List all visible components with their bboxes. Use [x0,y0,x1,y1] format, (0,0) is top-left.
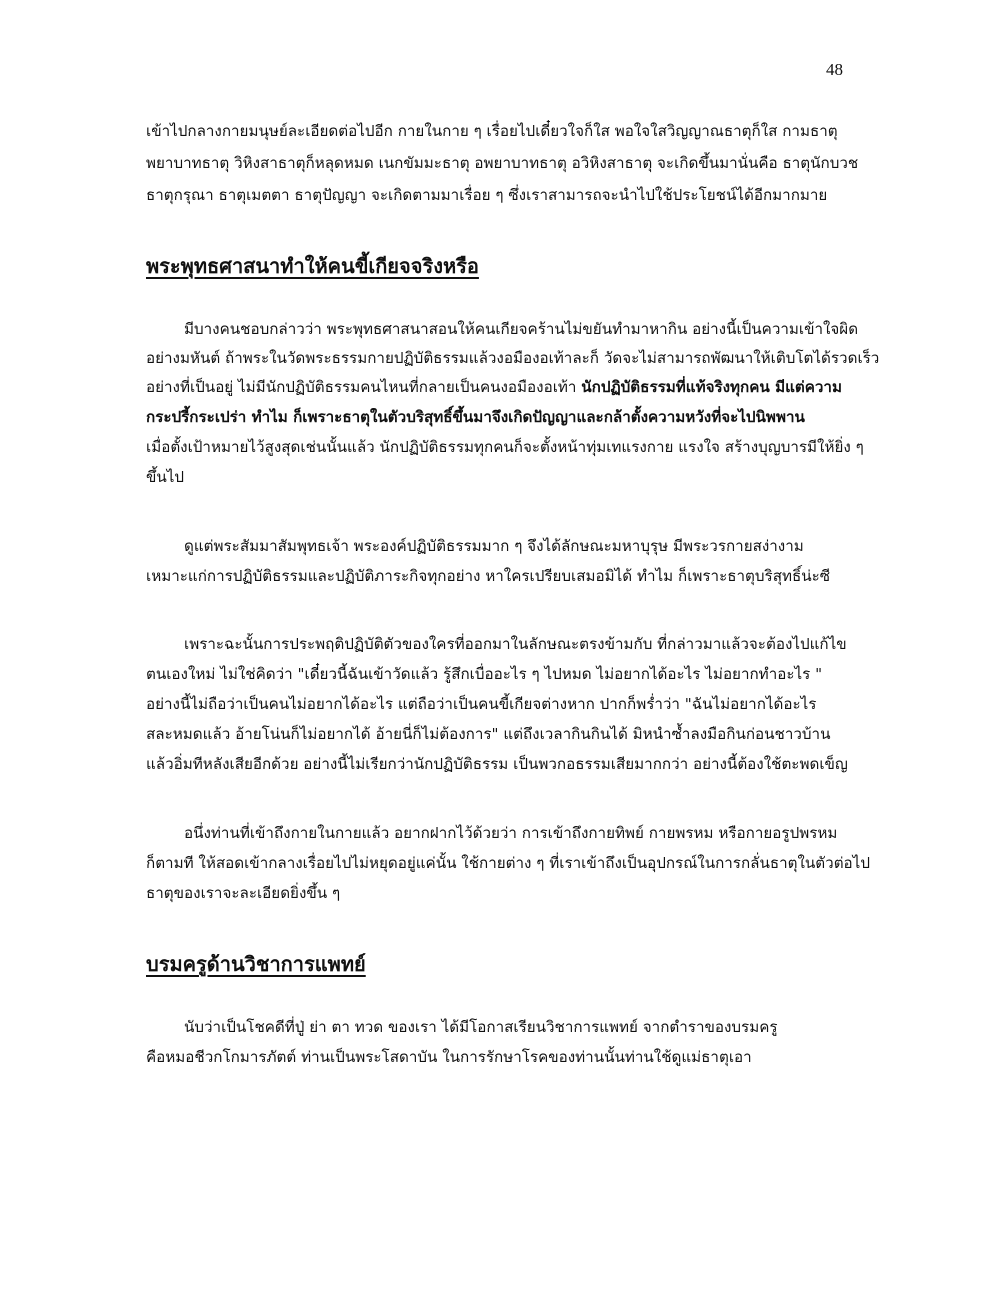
para2-line-1: ดูแต่พระสัมมาสัมพุทธเจ้า พระองค์ปฏิบัติธรรมมาก ๆ จึงได้ลักษณะมหาบุรุษ มีพระวรกายสง่างาม [184,537,804,555]
para4-line-1: อนึ่งท่านที่เข้าถึงกายในกายแล้ว อยากฝากไว้ด้วยว่า การเข้าถึงกายทิพย์ กายพรหม หรือกายอรูปพรหม [184,824,838,842]
para1-line-3 [146,376,842,398]
para1-line-1: มีบางคนชอบกล่าวว่า พระพุทธศาสนาสอนให้คนเกียจคร้านไม่ขยันทำมาหากิน อย่างนี้เป็นความเข้าใจผิด [184,320,859,338]
para4-line-2: ก็ตามที ให้สอดเข้ากลางเรื่อยไปไม่หยุดอยู่แค่นั้น ใช้กายต่าง ๆ ที่เราเข้าถึงเป็นอุปกรณ์ในการกลั่นธาตุในตัวต่อไป [146,854,870,872]
para1-line-2: อย่างมหันต์ ถ้าพระในวัดพระธรรมกายปฏิบัติธรรมแล้วงอมืองอเท้าละก็ วัดจะไม่สามารถพัฒนาให้เติบโตได้รวดเร็ว [146,349,880,367]
para1-line-5: เมื่อตั้งเป้าหมายไว้สูงสุดเช่นนั้นแล้ว นักปฏิบัติธรรมทุกคนก็จะตั้งหน้าทุ่มเทแรงกาย แรงใจ สร้างบุญบารมีให้ยิ่ง ๆ [146,438,864,456]
para1-line-3-plain: อย่างที่เป็นอยู่ ไม่มีนักปฏิบัติธรรมคนไหนที่กลายเป็นคนงอมืองอเท้า [146,378,582,396]
para1-line-4-bold: กระปรี้กระเปร่า ทำไม ก็เพราะธาตุในตัวบริสุทธิ์ขึ้นมาจึงเกิดปัญญาและกล้าตั้งความหวังที่จะไปนิพพาน [146,408,805,426]
para5-line-2: คือหมอชีวกโกมารภัตต์ ท่านเป็นพระโสดาบัน ในการรักษาโรคของท่านนั้นท่านใช้ดูแม่ธาตุเอา [146,1048,752,1066]
para1-line-4 [146,406,805,428]
para5-line-1: นับว่าเป็นโชคดีที่ปู่ ย่า ตา ทวด ของเรา ได้มีโอกาสเรียนวิชาการแพทย์ จากตำราของบรมครู [184,1018,778,1036]
para3-line-4: สละหมดแล้ว อ้ายโน่นก็ไม่อยากได้ อ้ายนี่ก็ไม่ต้องการ" แต่ถึงเวลากินกินได้ มิหนำซ้ำลงมือกินก่อนชาวบ้าน [146,725,831,743]
para4-line-3: ธาตุของเราจะละเอียดยิ่งขึ้น ๆ [146,884,341,902]
para3-line-5: แล้วอิ่มทีหลังเสียอีกด้วย อย่างนี้ไม่เรียกว่านักปฏิบัติธรรม เป็นพวกอธรรมเสียมากกว่า อย่างนี้ต้องใช้ตะพดเข็ญ [146,755,848,773]
intro-line-3: ธาตุกรุณา ธาตุเมตตา ธาตุปัญญา จะเกิดตามมาเรื่อย ๆ ซึ่งเราสามารถจะนำไปใช้ประโยชน์ได้อีกมากมาย [146,186,828,204]
para3-line-1: เพราะฉะนั้นการประพฤติปฏิบัติตัวของใครที่ออกมาในลักษณะตรงข้ามกับ ที่กล่าวมาแล้วจะต้องไปแก้ไข [184,635,847,653]
para3-line-3: อย่างนี้ไม่ถือว่าเป็นคนไม่อยากได้อะไร แต่ถือว่าเป็นคนขี้เกียจต่างหาก ปากก็พร่ำว่า "ฉันไม่อยากได้อะไร [146,695,817,713]
page-number: 48 [826,60,843,79]
para2-line-2: เหมาะแก่การปฏิบัติธรรมและปฏิบัติภาระกิจทุกอย่าง หาใครเปรียบเสมอมิได้ ทำไม ก็เพราะธาตุบริสุทธิ์น่ะซี [146,567,831,585]
para3-line-2: ตนเองใหม่ ไม่ใช่คิดว่า "เดี๋ยวนี้ฉันเข้าวัดแล้ว รู้สึกเบื่ออะไร ๆ ไปหมด ไม่อยากได้อะไร ไม่อยากทำอะไร " [146,665,823,683]
section-heading-1: พระพุทธศาสนาทำให้คนขี้เกียจจริงหรือ [146,254,479,278]
section-heading-2: บรมครูด้านวิชาการแพทย์ [146,952,366,976]
para1-line-3-bold: นักปฏิบัติธรรมที่แท้จริงทุกคน มีแต่ความ [581,378,842,396]
intro-line-2: พยาบาทธาตุ วิหิงสาธาตุก็หลุดหมด เนกขัมมะธาตุ อพยาบาทธาตุ อวิหิงสาธาตุ จะเกิดขึ้นมานั่นคือ ธาตุนักบวช [146,154,859,172]
intro-line-1: เข้าไปกลางกายมนุษย์ละเอียดต่อไปอีก กายในกาย ๆ เรื่อยไปเดี๋ยวใจก็ใส พอใจใสวิญญาณธาตุก็ใส กามธาตุ [146,122,838,140]
para1-line-6: ขึ้นไป [146,468,185,486]
